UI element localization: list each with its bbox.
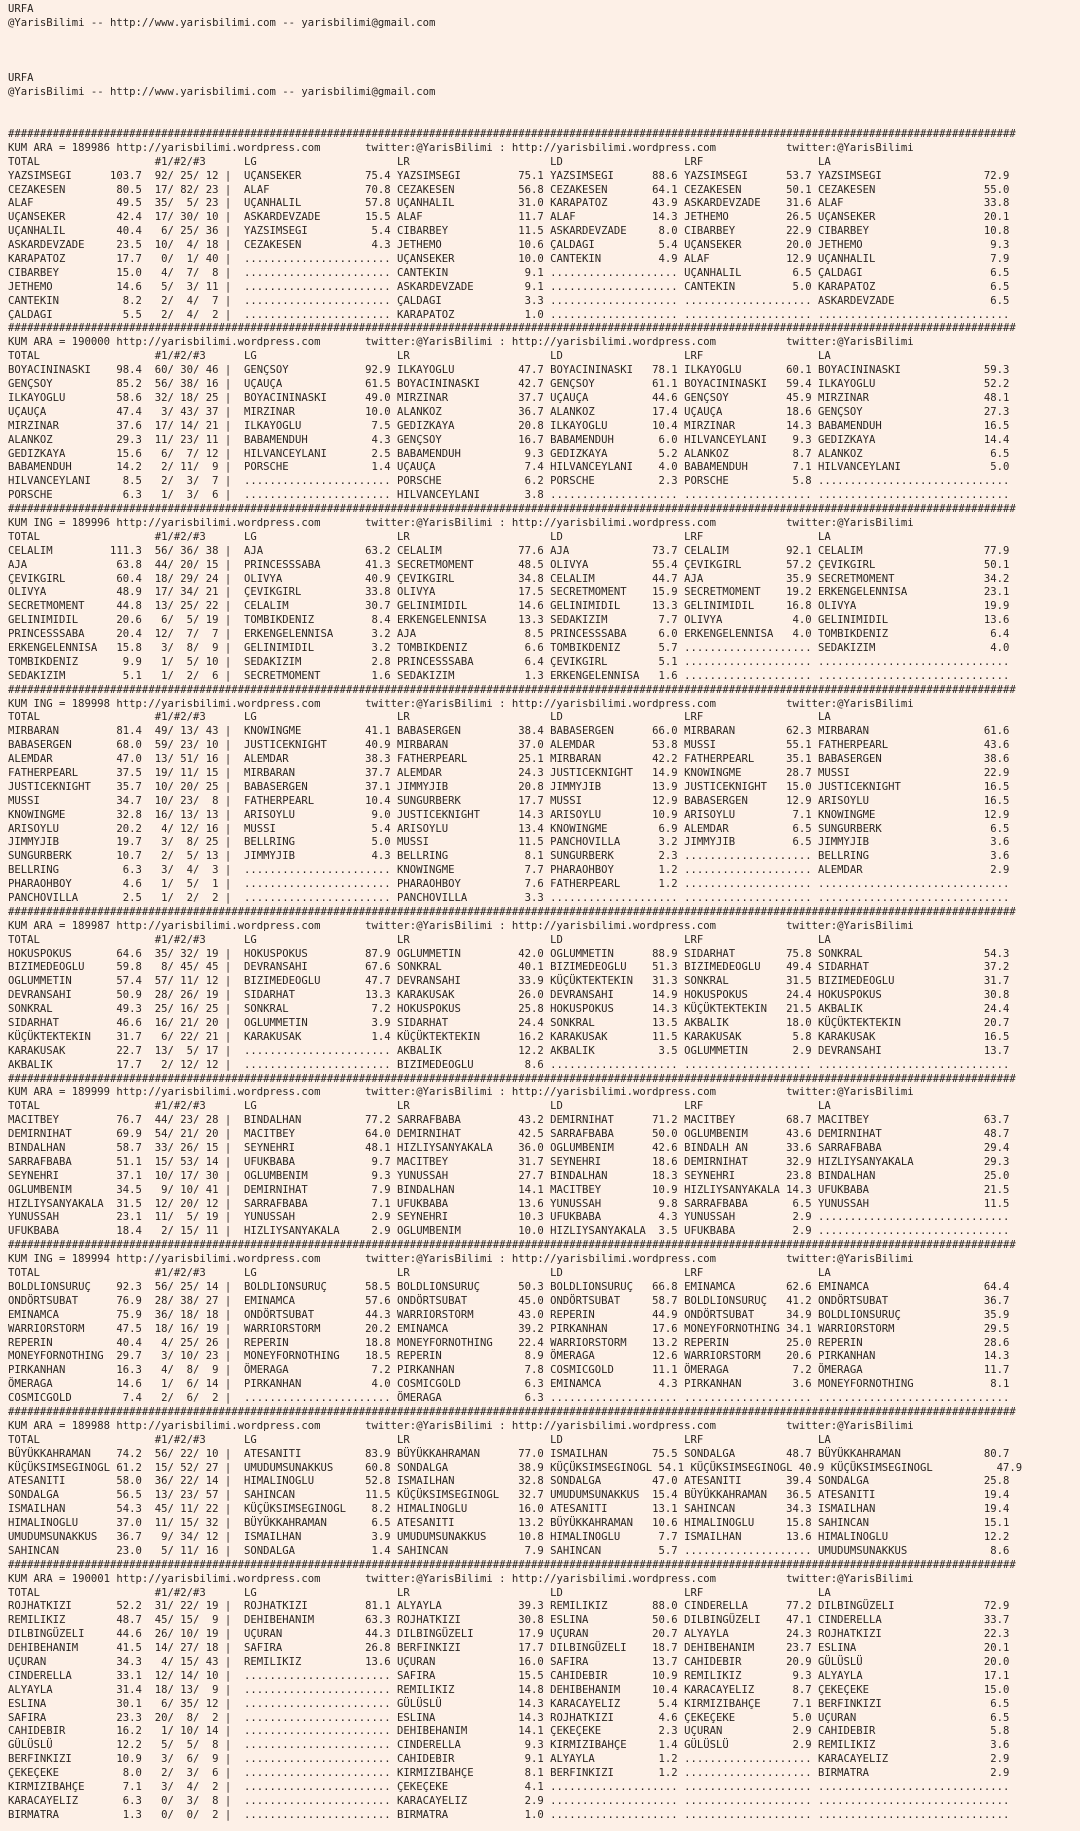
table-row: BINDALHAN 58.7 33/ 26/ 15 | SEYNEHRI 48.1 HIZLIYSANYAKALA 36.0 OGLUMBENIM 42.6 BINDALH AN 33.6 SARRAFBABA 29.4 xyxy=(8,1142,1010,1155)
table-row: SONDALGA 56.5 13/ 23/ 57 | SAHINCAN 11.5 KÜÇÜKSIMSEGINOGL 32.7 UMUDUMSUNAKKUS 15.4 BÜYÜKKAHRAMAN 36.5 ATESANITI 19.4 xyxy=(8,1489,1010,1502)
table-row: HOKUSPOKUS 64.6 35/ 32/ 19 | HOKUSPOKUS 87.9 OGLUMMETIN 42.0 OGLUMMETIN 88.9 SIDARHAT 75.8 SONKRAL 54.3 xyxy=(8,947,1010,960)
table-row: REPERIN 40.4 4/ 25/ 26 | REPERIN 18.8 MONEYFORNOTHING 22.4 WARRIORSTORM 13.2 REPERIN 25.0 REPERIN 28.6 xyxy=(8,1336,1010,1349)
table-row: CANTEKIN 8.2 2/ 4/ 7 | ....................... ÇALDAGI 3.3 .................... .................... ASKARDEVZADE 6.5 xyxy=(8,294,1010,307)
section-header: KUM ARA = 189987 http://yarisbilimi.wordpress.com twitter:@YarisBilimi : http://yarisbilimi.wordpress.com twitter:@YarisBilimi xyxy=(8,919,914,932)
section-header: KUM ING = 189994 http://yarisbilimi.wordpress.com twitter:@YarisBilimi : http://yarisbilimi.wordpress.com twitter:@YarisBilimi xyxy=(8,1253,914,1266)
table-row: SECRETMOMENT 44.8 13/ 25/ 22 | CELALIM 30.7 GELINIMIDIL 14.6 GELINIMIDIL 13.3 GELINIMIDIL 16.8 OLIVYA 19.9 xyxy=(8,600,1010,613)
table-row: MUSSI 34.7 10/ 23/ 8 | FATHERPEARL 10.4 SUNGURBERK 17.7 MUSSI 12.9 BABASERGEN 12.9 ARISOYLU 16.5 xyxy=(8,794,1010,807)
table-row: ÇEKEÇEKE 8.0 2/ 3/ 6 | ....................... KIRMIZIBAHÇE 8.1 BERFINKIZI 1.2 .................... BIRMATRA 2.9 xyxy=(8,1767,1010,1780)
table-row: FATHERPEARL 37.5 19/ 11/ 15 | MIRBARAN 37.7 ALEMDAR 24.3 JUSTICEKNIGHT 14.9 KNOWINGME 28.7 MUSSI 22.9 xyxy=(8,766,1010,779)
table-row: PORSCHE 6.3 1/ 3/ 6 | ....................... HILVANCEYLANI 3.8 .................... .................... .............................. xyxy=(8,489,1010,502)
section-separator: ############################################################################################################################################################## xyxy=(8,1405,1016,1418)
table-row: JETHEMO 14.6 5/ 3/ 11 | ....................... ASKARDEVZADE 9.1 .................... CANTEKIN 5.0 KARAPATOZ 6.5 xyxy=(8,280,1010,293)
table-row: CEZAKESEN 80.5 17/ 82/ 23 | ALAF 70.8 CEZAKESEN 56.8 CEZAKESEN 64.1 CEZAKESEN 50.1 CEZAKESEN 55.0 xyxy=(8,183,1010,196)
blank-line xyxy=(8,100,1080,114)
table-row: JUSTICEKNIGHT 35.7 10/ 20/ 25 | BABASERGEN 37.1 JIMMYJIB 20.8 JIMMYJIB 13.9 JUSTICEKNIGHT 15.0 JUSTICEKNIGHT 16.5 xyxy=(8,780,1010,793)
section-separator: ############################################################################################################################################################## xyxy=(8,1239,1016,1252)
table-row: CAHIDEBIR 16.2 1/ 10/ 14 | ....................... DEHIBEHANIM 14.1 ÇEKEÇEKE 2.3 UÇURAN 2.9 CAHIDEBIR 5.8 xyxy=(8,1725,1010,1738)
table-row: ERKENGELENNISA 15.8 3/ 8/ 9 | GELINIMIDIL 3.2 TOMBIKDENIZ 6.6 TOMBIKDENIZ 5.7 .................... SEDAKIZIM 4.0 xyxy=(8,641,1010,654)
column-header: TOTAL #1/#2/#3 LG LR LD LRF LA xyxy=(8,1100,831,1113)
table-row: OGLUMMETIN 57.4 57/ 11/ 12 | BIZIMEDEOGLU 47.7 DEVRANSAHI 33.9 KÜÇÜKTEKTEKIN 31.3 SONKRAL 31.5 BIZIMEDEOGLU 31.7 xyxy=(8,975,1010,988)
table-row: KARAPATOZ 17.7 0/ 1/ 40 | ....................... UÇANSEKER 10.0 CANTEKIN 4.9 ALAF 12.9 UÇANHALIL 7.9 xyxy=(8,253,1010,266)
table-row: PIRKANHAN 16.3 4/ 8/ 9 | ÖMERAGA 7.2 PIRKANHAN 7.8 COSMICGOLD 11.1 ÖMERAGA 7.2 ÖMERAGA 11.7 xyxy=(8,1364,1010,1377)
column-header: TOTAL #1/#2/#3 LG LR LD LRF LA xyxy=(8,155,831,168)
table-row: ÇEVIKGIRL 60.4 18/ 29/ 24 | OLIVYA 40.9 ÇEVIKGIRL 34.8 CELALIM 44.7 AJA 35.9 SECRETMOMENT 34.2 xyxy=(8,572,1010,585)
table-row: UMUDUMSUNAKKUS 36.7 9/ 34/ 12 | ISMAILHAN 3.9 UMUDUMSUNAKKUS 10.8 HIMALINOGLU 7.7 ISMAILHAN 13.6 HIMALINOGLU 12.2 xyxy=(8,1530,1010,1543)
table-row: EMINAMCA 75.9 36/ 18/ 18 | ONDÖRTSUBAT 44.3 WARRIORSTORM 43.0 REPERIN 44.9 ONDÖRTSUBAT 34.9 BOLDLIONSURUÇ 35.9 xyxy=(8,1308,1010,1321)
table-row: YAZSIMSEGI 103.7 92/ 25/ 12 | UÇANSEKER 75.4 YAZSIMSEGI 75.1 YAZSIMSEGI 88.6 YAZSIMSEGI 53.7 YAZSIMSEGI 72.9 xyxy=(8,169,1010,182)
table-row: PHARAOHBOY 4.6 1/ 5/ 1 | ....................... PHARAOHBOY 7.6 FATHERPEARL 1.2 .................... .............................. xyxy=(8,878,1010,891)
table-row: HIZLIYSANYAKALA 31.5 12/ 20/ 12 | SARRAFBABA 7.1 UFUKBABA 13.6 YUNUSSAH 9.8 SARRAFBABA 6.5 YUNUSSAH 11.5 xyxy=(8,1197,1010,1210)
table-row: SAFIRA 23.3 20/ 8/ 2 | ....................... ESLINA 14.3 ROJHATKIZI 4.6 ÇEKEÇEKE 5.0 UÇURAN 6.5 xyxy=(8,1711,1010,1724)
table-row: BOYACININASKI 98.4 60/ 30/ 46 | GENÇSOY 92.9 ILKAYOGLU 47.7 BOYACININASKI 78.1 ILKAYOGLU 60.1 BOYACININASKI 59.3 xyxy=(8,364,1010,377)
table-row: CINDERELLA 33.1 12/ 14/ 10 | ....................... SAFIRA 15.5 CAHIDEBIR 10.9 REMILIKIZ 9.3 ALYAYLA 17.1 xyxy=(8,1669,1010,1682)
table-row: KÜÇÜKTEKTEKIN 31.7 6/ 22/ 21 | KARAKUSAK 1.4 KÜÇÜKTEKTEKIN 16.2 KARAKUSAK 11.5 KARAKUSAK 5.8 KARAKUSAK 16.5 xyxy=(8,1030,1010,1043)
column-header: TOTAL #1/#2/#3 LG LR LD LRF LA xyxy=(8,1433,831,1446)
table-row: CIBARBEY 15.0 4/ 7/ 8 | ....................... CANTEKIN 9.1 .................... UÇANHALIL 6.5 ÇALDAGI 6.5 xyxy=(8,266,1010,279)
station-city: URFA xyxy=(8,3,34,15)
table-row: AJA 63.8 44/ 20/ 15 | PRINCESSSABA 41.3 SECRETMOMENT 48.5 OLIVYA 55.4 ÇEVIKGIRL 57.2 ÇEVIKGIRL 50.1 xyxy=(8,558,1010,571)
table-row: ÖMERAGA 14.6 1/ 6/ 14 | PIRKANHAN 4.0 COSMICGOLD 6.3 EMINAMCA 4.3 PIRKANHAN 3.6 MONEYFORNOTHING 8.1 xyxy=(8,1378,1010,1391)
table-row: MIRZINAR 37.6 17/ 14/ 21 | ILKAYOGLU 7.5 GEDIZKAYA 20.8 ILKAYOGLU 10.4 MIRZINAR 14.3 BABAMENDUH 16.5 xyxy=(8,419,1010,432)
column-header: TOTAL #1/#2/#3 LG LR LD LRF LA xyxy=(8,1267,831,1280)
table-row: JIMMYJIB 19.7 3/ 8/ 25 | BELLRING 5.0 MUSSI 11.5 PANCHOVILLA 3.2 JIMMYJIB 6.5 JIMMYJIB 3.6 xyxy=(8,836,1010,849)
table-row: UÇANHALIL 40.4 6/ 25/ 36 | YAZSIMSEGI 5.4 CIBARBEY 11.5 ASKARDEVZADE 8.0 CIBARBEY 22.9 CIBARBEY 10.8 xyxy=(8,225,1010,238)
table-row: SAHINCAN 23.0 5/ 11/ 16 | SONDALGA 1.4 SAHINCAN 7.9 SAHINCAN 5.7 .................... UMUDUMSUNAKKUS 8.6 xyxy=(8,1544,1010,1557)
table-row: HIMALINOGLU 37.0 11/ 15/ 32 | BÜYÜKKAHRAMAN 6.5 ATESANITI 13.2 BÜYÜKKAHRAMAN 10.6 HIMALINOGLU 15.8 SAHINCAN 15.1 xyxy=(8,1517,1010,1530)
table-row: SARRAFBABA 51.1 15/ 53/ 14 | UFUKBABA 9.7 MACITBEY 31.7 SEYNEHRI 18.6 DEMIRNIHAT 32.9 HIZLIYSANYAKALA 29.3 xyxy=(8,1155,1010,1168)
table-row: MACITBEY 76.7 44/ 23/ 28 | BINDALHAN 77.2 SARRAFBABA 43.2 DEMIRNIHAT 71.2 MACITBEY 68.7 MACITBEY 63.7 xyxy=(8,1114,1010,1127)
section-header: KUM ARA = 189999 http://yarisbilimi.wordpress.com twitter:@YarisBilimi : http://yarisbilimi.wordpress.com twitter:@YarisBilimi xyxy=(8,1086,914,1099)
table-row: BOLDLIONSURUÇ 92.3 56/ 25/ 14 | BOLDLIONSURUÇ 58.5 BOLDLIONSURUÇ 50.3 BOLDLIONSURUÇ 66.8 EMINAMCA 62.6 EMINAMCA 64.4 xyxy=(8,1280,1010,1293)
column-header: TOTAL #1/#2/#3 LG LR LD LRF LA xyxy=(8,933,831,946)
table-row: SUNGURBERK 10.7 2/ 5/ 13 | JIMMYJIB 4.3 BELLRING 8.1 SUNGURBERK 2.3 .................... BELLRING 3.6 xyxy=(8,850,1010,863)
section-header: KUM ARA = 190000 http://yarisbilimi.wordpress.com twitter:@YarisBilimi : http://yarisbilimi.wordpress.com twitter:@YarisBilimi xyxy=(8,336,914,349)
table-row: SEDAKIZIM 5.1 1/ 2/ 6 | SECRETMOMENT 1.6 SEDAKIZIM 1.3 ERKENGELENNISA 1.6 .................... .............................. xyxy=(8,669,1010,682)
table-row: BIZIMEDEOGLU 59.8 8/ 45/ 45 | DEVRANSAHI 67.6 SONKRAL 40.1 BIZIMEDEOGLU 51.3 BIZIMEDEOGLU 49.4 SIDARHAT 37.2 xyxy=(8,961,1010,974)
table-row: GENÇSOY 85.2 56/ 38/ 16 | UÇAUÇA 61.5 BOYACININASKI 42.7 GENÇSOY 61.1 BOYACININASKI 59.4 ILKAYOGLU 52.2 xyxy=(8,378,1010,391)
table-row: GÜLÜSLÜ 12.2 5/ 5/ 8 | ....................... CINDERELLA 9.3 KIRMIZIBAHÇE 1.4 GÜLÜSLÜ 2.9 REMILIKIZ 3.6 xyxy=(8,1739,1010,1752)
table-row: ALYAYLA 31.4 18/ 13/ 9 | ....................... REMILIKIZ 14.8 DEHIBEHANIM 10.4 KARACAYELIZ 8.7 ÇEKEÇEKE 15.0 xyxy=(8,1683,1010,1696)
table-row: MONEYFORNOTHING 29.7 3/ 10/ 23 | MONEYFORNOTHING 18.5 REPERIN 8.9 ÖMERAGA 12.6 WARRIORSTORM 20.6 PIRKANHAN 14.3 xyxy=(8,1350,1010,1363)
table-row: UÇANSEKER 42.4 17/ 30/ 10 | ASKARDEVZADE 15.5 ALAF 11.7 ALAF 14.3 JETHEMO 26.5 UÇANSEKER 20.1 xyxy=(8,211,1010,224)
report-sections xyxy=(8,128,1080,1823)
table-row: UÇAUÇA 47.4 3/ 43/ 37 | MIRZINAR 10.0 ALANKOZ 36.7 ALANKOZ 17.4 UÇAUÇA 18.6 GENÇSOY 27.3 xyxy=(8,405,1010,418)
table-row: ASKARDEVZADE 23.5 10/ 4/ 18 | CEZAKESEN 4.3 JETHEMO 10.6 ÇALDAGI 5.4 UÇANSEKER 20.0 JETHEMO 9.3 xyxy=(8,239,1010,252)
table-row: COSMICGOLD 7.4 2/ 6/ 2 | ....................... ÖMERAGA 6.3 .................... .................... .............................. xyxy=(8,1392,1010,1405)
table-row: BABAMENDUH 14.2 2/ 11/ 9 | PORSCHE 1.4 UÇAUÇA 7.4 HILVANCEYLANI 4.0 BABAMENDUH 7.1 HILVANCEYLANI 5.0 xyxy=(8,461,1010,474)
table-row: AKBALIK 17.7 2/ 12/ 12 | ....................... BIZIMEDEOGLU 8.6 .................... .................... .............................. xyxy=(8,1058,1010,1071)
section-separator: ############################################################################################################################################################## xyxy=(8,503,1016,516)
table-row: REMILIKIZ 48.7 45/ 15/ 9 | DEHIBEHANIM 63.3 ROJHATKIZI 30.8 ESLINA 50.6 DILBINGÜZELI 47.1 CINDERELLA 33.7 xyxy=(8,1614,1010,1627)
table-row: BÜYÜKKAHRAMAN 74.2 56/ 22/ 10 | ATESANITI 83.9 BÜYÜKKAHRAMAN 77.0 ISMAILHAN 75.5 SONDALGA 48.7 BÜYÜKKAHRAMAN 80.7 xyxy=(8,1447,1010,1460)
table-row: BERFINKIZI 10.9 3/ 6/ 9 | ....................... CAHIDEBIR 9.1 ALYAYLA 1.2 .................... KARACAYELIZ 2.9 xyxy=(8,1753,1010,1766)
table-row: ATESANITI 58.0 36/ 22/ 14 | HIMALINOGLU 52.8 ISMAILHAN 32.8 SONDALGA 47.0 ATESANITI 39.4 SONDALGA 25.8 xyxy=(8,1475,1010,1488)
table-row: KARACAYELIZ 6.3 0/ 3/ 8 | ....................... KARACAYELIZ 2.9 .................... .................... .............................. xyxy=(8,1794,1010,1807)
table-row: ALEMDAR 47.0 13/ 51/ 16 | ALEMDAR 38.3 FATHERPEARL 25.1 MIRBARAN 42.2 FATHERPEARL 35.1 BABASERGEN 38.6 xyxy=(8,753,1010,766)
table-row: BABASERGEN 68.0 59/ 23/ 10 | JUSTICEKNIGHT 40.9 MIRBARAN 37.0 ALEMDAR 53.8 MUSSI 55.1 FATHERPEARL 43.6 xyxy=(8,739,1010,752)
blank-line xyxy=(8,114,1080,128)
blank-line xyxy=(8,45,1080,59)
table-row: UÇURAN 34.3 4/ 15/ 43 | REMILIKIZ 13.6 UÇURAN 16.0 SAFIRA 13.7 CAHIDEBIR 20.9 GÜLÜSLÜ 20.0 xyxy=(8,1655,1010,1668)
table-row: DEMIRNIHAT 69.9 54/ 21/ 20 | MACITBEY 64.0 DEMIRNIHAT 42.5 SARRAFBABA 50.0 OGLUMBENIM 43.6 DEMIRNIHAT 48.7 xyxy=(8,1128,1010,1141)
table-row: DEHIBEHANIM 41.5 14/ 27/ 18 | SAFIRA 26.8 BERFINKIZI 17.7 DILBINGÜZELI 18.7 DEHIBEHANIM 23.7 ESLINA 20.1 xyxy=(8,1642,1010,1655)
section-header: KUM ING = 189998 http://yarisbilimi.wordpress.com twitter:@YarisBilimi : http://yarisbilimi.wordpress.com twitter:@YarisBilimi xyxy=(8,697,914,710)
table-row: SONKRAL 49.3 25/ 16/ 25 | SONKRAL 7.2 HOKUSPOKUS 25.8 HOKUSPOKUS 14.3 KÜÇÜKTEKTEKIN 21.5 AKBALIK 24.4 xyxy=(8,1003,1010,1016)
section-separator: ############################################################################################################################################################## xyxy=(8,905,1016,918)
section-separator: ############################################################################################################################################################## xyxy=(8,683,1016,696)
column-header: TOTAL #1/#2/#3 LG LR LD LRF LA xyxy=(8,711,831,724)
table-row: ESLINA 30.1 6/ 35/ 12 | ....................... GÜLÜSLÜ 14.3 KARACAYELIZ 5.4 KIRMIZIBAHÇE 7.1 BERFINKIZI 6.5 xyxy=(8,1697,1010,1710)
table-row: OGLUMBENIM 34.5 9/ 10/ 41 | DEMIRNIHAT 7.9 BINDALHAN 14.1 MACITBEY 10.9 HIZLIYSANYAKALA 14.3 UFUKBABA 21.5 xyxy=(8,1183,1010,1196)
table-row: MIRBARAN 81.4 49/ 13/ 43 | KNOWINGME 41.1 BABASERGEN 38.4 BABASERGEN 66.0 MIRBARAN 62.3 MIRBARAN 61.6 xyxy=(8,725,1010,738)
table-row: ÇALDAGI 5.5 2/ 4/ 2 | ....................... KARAPATOZ 1.0 .................... .................... .............................. xyxy=(8,308,1010,321)
table-row: ARISOYLU 20.2 4/ 12/ 16 | MUSSI 5.4 ARISOYLU 13.4 KNOWINGME 6.9 ALEMDAR 6.5 SUNGURBERK 6.5 xyxy=(8,822,1010,835)
table-row: GEDIZKAYA 15.6 6/ 7/ 12 | HILVANCEYLANI 2.5 BABAMENDUH 9.3 GEDIZKAYA 5.2 ALANKOZ 8.7 ALANKOZ 6.5 xyxy=(8,447,1010,460)
table-row: KIRMIZIBAHÇE 7.1 3/ 4/ 2 | ....................... ÇEKEÇEKE 4.1 .................... .................... .............................. xyxy=(8,1781,1010,1793)
section-separator: ############################################################################################################################################################## xyxy=(8,322,1016,335)
table-row: ONDÖRTSUBAT 76.9 28/ 38/ 27 | EMINAMCA 57.6 ONDÖRTSUBAT 45.0 ONDÖRTSUBAT 58.7 BOLDLIONSURUÇ 41.2 ONDÖRTSUBAT 36.7 xyxy=(8,1294,1010,1307)
column-header: TOTAL #1/#2/#3 LG LR LD LRF LA xyxy=(8,530,831,543)
section-separator: ############################################################################################################################################################## xyxy=(8,1558,1016,1571)
section-header: KUM ARA = 189988 http://yarisbilimi.wordpress.com twitter:@YarisBilimi : http://yarisbilimi.wordpress.com twitter:@YarisBilimi xyxy=(8,1419,914,1432)
blank-line xyxy=(8,59,1080,73)
table-row: BELLRING 6.3 3/ 4/ 3 | ....................... KNOWINGME 7.7 PHARAOHBOY 1.2 .................... ALEMDAR 2.9 xyxy=(8,864,1010,877)
table-row: KARAKUSAK 22.7 13/ 5/ 17 | ....................... AKBALIK 12.2 AKBALIK 3.5 OGLUMMETIN 2.9 DEVRANSAHI 13.7 xyxy=(8,1044,1010,1057)
column-header: TOTAL #1/#2/#3 LG LR LD LRF LA xyxy=(8,350,831,363)
table-row: ALANKOZ 29.3 11/ 23/ 11 | BABAMENDUH 4.3 GENÇSOY 16.7 BABAMENDUH 6.0 HILVANCEYLANI 9.3 GEDIZKAYA 14.4 xyxy=(8,433,1010,446)
column-header: TOTAL #1/#2/#3 LG LR LD LRF LA xyxy=(8,1586,831,1599)
table-row: DILBINGÜZELI 44.6 26/ 10/ 19 | UÇURAN 44.3 DILBINGÜZELI 17.9 UÇURAN 20.7 ALYAYLA 24.3 ROJHATKIZI 22.3 xyxy=(8,1628,1010,1641)
table-row: YUNUSSAH 23.1 11/ 5/ 19 | YUNUSSAH 2.9 SEYNEHRI 10.3 UFUKBABA 4.3 YUNUSSAH 2.9 .............................. xyxy=(8,1211,1010,1224)
station-city: URFA xyxy=(8,72,34,85)
table-row: SIDARHAT 46.6 16/ 21/ 20 | OGLUMMETIN 3.9 SIDARHAT 24.4 SONKRAL 13.5 AKBALIK 18.0 KÜÇÜKTEKTEKIN 20.7 xyxy=(8,1017,1010,1030)
table-row: ISMAILHAN 54.3 45/ 11/ 22 | KÜÇÜKSIMSEGINOGL 8.2 HIMALINOGLU 16.0 ATESANITI 13.1 SAHINCAN 34.3 ISMAILHAN 19.4 xyxy=(8,1503,1010,1516)
table-row: DEVRANSAHI 50.9 28/ 26/ 19 | SIDARHAT 13.3 KARAKUSAK 26.0 DEVRANSAHI 14.9 HOKUSPOKUS 24.4 HOKUSPOKUS 30.8 xyxy=(8,989,1010,1002)
station-contact-line: @YarisBilimi -- http://www.yarisbilimi.com -- yarisbilimi@gmail.com xyxy=(8,86,436,99)
section-separator: ############################################################################################################################################################## xyxy=(8,128,1016,141)
section-header: KUM ARA = 190001 http://yarisbilimi.wordpress.com twitter:@YarisBilimi : http://yarisbilimi.wordpress.com twitter:@YarisBilimi xyxy=(8,1572,914,1585)
table-row: UFUKBABA 18.4 2/ 15/ 11 | HIZLIYSANYAKALA 2.9 OGLUMBENIM 10.0 HIZLIYSANYAKALA 3.5 UFUKBABA 2.9 .............................. xyxy=(8,1225,1010,1238)
table-row: ILKAYOGLU 58.6 32/ 18/ 25 | BOYACININASKI 49.0 MIRZINAR 37.7 UÇAUÇA 44.6 GENÇSOY 45.9 MIRZINAR 48.1 xyxy=(8,391,1010,404)
table-row: PANCHOVILLA 2.5 1/ 2/ 2 | ....................... PANCHOVILLA 3.3 .................... .................... .............................. xyxy=(8,892,1010,904)
table-row: SEYNEHRI 37.1 10/ 17/ 30 | OGLUMBENIM 9.3 YUNUSSAH 27.7 BINDALHAN 18.3 SEYNEHRI 23.8 BINDALHAN 25.0 xyxy=(8,1169,1010,1182)
table-row: GELINIMIDIL 20.6 6/ 5/ 19 | TOMBIKDENIZ 8.4 ERKENGELENNISA 13.3 SEDAKIZIM 7.7 OLIVYA 4.0 GELINIMIDIL 13.6 xyxy=(8,614,1010,627)
table-row: ALAF 49.5 35/ 5/ 23 | UÇANHALIL 57.8 UÇANHALIL 31.0 KARAPATOZ 43.9 ASKARDEVZADE 31.6 ALAF 33.8 xyxy=(8,197,1010,210)
table-row: CELALIM 111.3 56/ 36/ 38 | AJA 63.2 CELALIM 77.6 AJA 73.7 CELALIM 92.1 CELALIM 77.9 xyxy=(8,544,1010,557)
table-row: WARRIORSTORM 47.5 18/ 16/ 19 | WARRIORSTORM 20.2 EMINAMCA 39.2 PIRKANHAN 17.6 MONEYFORNOTHING 34.1 WARRIORSTORM 29.5 xyxy=(8,1322,1010,1335)
table-row: BIRMATRA 1.3 0/ 0/ 2 | ....................... BIRMATRA 1.0 .................... .................... .............................. xyxy=(8,1808,1010,1821)
table-row: PRINCESSSABA 20.4 12/ 7/ 7 | ERKENGELENNISA 3.2 AJA 8.5 PRINCESSSABA 6.0 ERKENGELENNISA 4.0 TOMBIKDENIZ 6.4 xyxy=(8,628,1010,641)
section-header: KUM ING = 189996 http://yarisbilimi.wordpress.com twitter:@YarisBilimi : http://yarisbilimi.wordpress.com twitter:@YarisBilimi xyxy=(8,516,914,529)
table-row: KNOWINGME 32.8 16/ 13/ 13 | ARISOYLU 9.0 JUSTICEKNIGHT 14.3 ARISOYLU 10.9 ARISOYLU 7.1 KNOWINGME 12.9 xyxy=(8,808,1010,821)
section-separator: ############################################################################################################################################################## xyxy=(8,1072,1016,1085)
table-row: ROJHATKIZI 52.2 31/ 22/ 19 | ROJHATKIZI 81.1 ALYAYLA 39.3 REMILIKIZ 88.0 CINDERELLA 77.2 DILBINGÜZELI 72.9 xyxy=(8,1600,1010,1613)
blank-line xyxy=(8,31,1080,45)
table-row: OLIVYA 48.9 17/ 34/ 21 | ÇEVIKGIRL 33.8 OLIVYA 17.5 SECRETMOMENT 15.9 SECRETMOMENT 19.2 ERKENGELENNISA 23.1 xyxy=(8,586,1010,599)
table-row: TOMBIKDENIZ 9.9 1/ 5/ 10 | SEDAKIZIM 2.8 PRINCESSSABA 6.4 ÇEVIKGIRL 5.1 .................... .............................. xyxy=(8,655,1010,668)
section-header: KUM ARA = 189986 http://yarisbilimi.wordpress.com twitter:@YarisBilimi : http://yarisbilimi.wordpress.com twitter:@YarisBilimi xyxy=(8,141,914,154)
table-row: KÜÇÜKSIMSEGINOGL 61.2 15/ 52/ 27 | UMUDUMSUNAKKUS 60.8 SONDALGA 38.9 KÜÇÜKSIMSEGINOGL 54.1 KÜÇÜKSIMSEGINOGL 40.9 KÜÇÜKSIMSEGINOGL 47.9 xyxy=(8,1461,1023,1474)
table-row: HILVANCEYLANI 8.5 2/ 3/ 7 | ....................... PORSCHE 6.2 PORSCHE 2.3 PORSCHE 5.8 .............................. xyxy=(8,475,1010,488)
station-contact-line: @YarisBilimi -- http://www.yarisbilimi.com -- yarisbilimi@gmail.com xyxy=(8,16,436,29)
